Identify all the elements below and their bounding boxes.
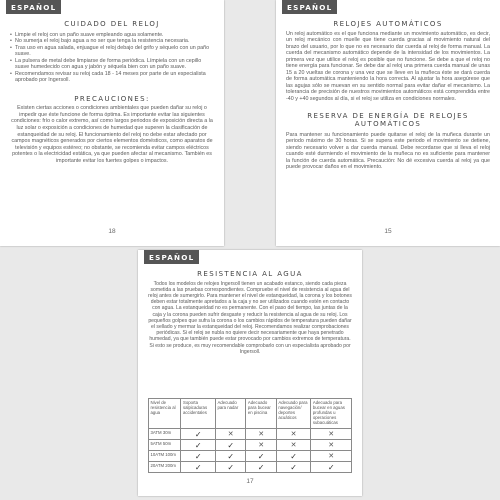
care-bullet-item: • La pulsera de metal debe limpiarse de forma periódica. Límpiela con un cepillo suave humedecido con agua y jabón y séquela bien con un paño suave. xyxy=(10,58,214,71)
cross-icon: ✕ xyxy=(311,429,352,440)
section-title-automatic-watches: RELOJES AUTOMÁTICOS xyxy=(333,20,443,28)
manual-page-17 xyxy=(138,250,362,496)
resistance-level-cell: 5ATM 50m xyxy=(149,440,181,451)
manual-page-15 xyxy=(276,0,500,246)
section-title-watch-care: CUIDADO DEL RELOJ xyxy=(64,20,160,28)
section-title-water-resistance: RESISTENCIA AL AGUA xyxy=(197,270,303,278)
care-bullet-list xyxy=(10,32,214,84)
water-resistance-table xyxy=(148,398,352,473)
cross-icon: ✕ xyxy=(311,451,352,462)
care-bullet-item: • Recomendamos revisar su reloj cada 18 - 14 meses por parte de un especialista aprobado por Ingersoll. xyxy=(10,71,214,84)
care-bullet-item: • No sumerja el reloj bajo agua a no ser que tenga la resistencia necesaria. xyxy=(10,38,214,45)
check-icon: ✓ xyxy=(215,440,245,451)
check-icon: ✓ xyxy=(246,451,276,462)
cross-icon: ✕ xyxy=(276,440,311,451)
table-row xyxy=(149,429,352,440)
cross-icon: ✕ xyxy=(246,440,276,451)
precautions-paragraph: Existen ciertas acciones o condiciones ambientales que pueden dañar su reloj o impedir que éste funcione de forma óptima. Es importante evitar las siguientes condiciones: frío o calor extremo, así como largos periodos de exposición directa a la luz solar o exposición a condiciones de humedad que superen la clasificación de estanqueidad de su reloj. El funcionamiento del reloj no debe estar afectado por campos magnéticos generados por ciertos elementos domésticos, como aparatos de televisión y equipos estéreo; no obstante, se recomienda evitar campos eléctricos potentes o la electricidad estática, ya que pueden afectar al mecanismo. También es importante evitar los fuertes golpes o impactos. xyxy=(11,105,213,164)
check-icon: ✓ xyxy=(181,429,216,440)
cross-icon: ✕ xyxy=(276,429,311,440)
table-header-cell: Adecuado para nadar xyxy=(215,399,245,429)
power-reserve-paragraph: Para mantener su funcionamiento puede quitarse el reloj de la muñeca durante un periodo máximo de 30 horas. Si se supera este periodo el movimiento se detiene, siendo necesario volver a dar cuerda manual. Debe recordarse que si lleva el reloj cuando esté durmiendo el movimiento de la muñeca no es suficiente para mantener la función de cuerda automática. Precaución: No dé excesiva cuerda al reloj ya que puede provocar daños en el movimiento. xyxy=(286,131,490,171)
resistance-level-cell: 3ATM 30m xyxy=(149,429,181,440)
resistance-level-cell: 20ATM 200m xyxy=(149,462,181,473)
table-row xyxy=(149,440,352,451)
table-header-cell: Soporta salpicaduras accidentales xyxy=(181,399,216,429)
check-icon: ✓ xyxy=(311,462,352,473)
cross-icon: ✕ xyxy=(311,440,352,451)
section-title-power-reserve: RESERVA DE ENERGÍA DE RELOJES AUTOMÁTICOS xyxy=(307,111,469,129)
table-row xyxy=(149,462,352,473)
language-tab: ESPAÑOL xyxy=(6,0,61,14)
manual-page-18 xyxy=(0,0,224,246)
language-tab: ESPAÑOL xyxy=(282,0,337,14)
section-title-precautions: PRECAUCIONES: xyxy=(74,94,150,103)
care-bullet-item: • Tras uso en agua salada, enjuague el reloj debajo del grifo y séquelo con un paño suave. xyxy=(10,45,214,58)
check-icon: ✓ xyxy=(276,462,311,473)
check-icon: ✓ xyxy=(181,440,216,451)
language-tab: ESPAÑOL xyxy=(144,250,199,264)
table-row xyxy=(149,451,352,462)
check-icon: ✓ xyxy=(215,451,245,462)
check-icon: ✓ xyxy=(276,451,311,462)
table-header-cell: Nivel de resistencia al agua xyxy=(149,399,181,429)
table-header-cell: Adecuado para bucear en piscina xyxy=(246,399,276,429)
cross-icon: ✕ xyxy=(246,429,276,440)
page-number: 17 xyxy=(246,478,254,485)
table-header-row xyxy=(149,399,352,429)
check-icon: ✓ xyxy=(181,451,216,462)
automatic-watches-paragraph: Un reloj automático es el que funciona mediante un movimiento automático, es decir, un reloj mecánico con muelle que tiene cuerda gracias al movimiento natural del brazo del usuario, por lo que no es necesario dar cuerda al reloj de forma manual. La cuerda del mecanismo automático depende de la intensidad de los movimientos. La primera vez que utilice el reloj es posible que no funcione. Se debe a que el reloj no tiene energía para funcionar. Se debe dar al reloj una primera cuerda manual de unas 15 a 20 vueltas de corona y una vez que se lleve en la muñeca éste se dará cuerda de forma automática manteniendo la hora correcta. Al ajustar la hora asegúrese que las agujas sólo se muevan en su sentido normal para evitar dañar el mecanismo. La tolerancia de precisión de nuestros movimientos automáticos está comprendida entre -40 y +40 segundos al día, si el reloj se utiliza en condiciones normales. xyxy=(286,30,490,102)
check-icon: ✓ xyxy=(246,462,276,473)
resistance-level-cell: 10ATM 100m xyxy=(149,451,181,462)
check-icon: ✓ xyxy=(181,462,216,473)
table-header-cell: Adecuado para navegación/ deportes acuáticos xyxy=(276,399,311,429)
cross-icon: ✕ xyxy=(215,429,245,440)
water-resistance-paragraph: Todos los modelos de relojes Ingersoll tienen un acabado estanco, siendo cada pieza sometida a las pruebas correspondientes. Compruebe el nivel de resistencia al agua del reloj antes de sumergirlo. Para mantener el nivel de estanqueidad, la corona y los botones deben estar totalmente apretados a la caja y no ser utilizados cuando estén en contacto con agua. La estanqueidad no es permanente. Con el paso del tiempo, las juntas de la caja y la corona pueden sufrir desgaste y reducir la resistencia al agua de su reloj. Los pequeños golpes que sufra la corona o los cambios rápidos de temperatura pueden dañar el sellado y mermar la estanqueidad del reloj. Recomendamos realizar comprobaciones periódicas. Si el reloj se nubla no quiere decir necesariamente que haya penetrado humedad, ya que también puede estar provocado por cambios extremos de temperatura. Si esto se produce, es muy recomendable comprobarlo con un especialista aprobado por Ingersoll. xyxy=(148,280,352,355)
check-icon: ✓ xyxy=(215,462,245,473)
table-header-cell: Adecuado para bucear en aguas profundas u operaciones subacuáticas xyxy=(311,399,352,429)
page-number: 18 xyxy=(108,228,116,235)
page-number: 15 xyxy=(384,228,392,235)
care-bullet-item: • Limpie el reloj con un paño suave empleando agua solamente. xyxy=(10,32,214,39)
